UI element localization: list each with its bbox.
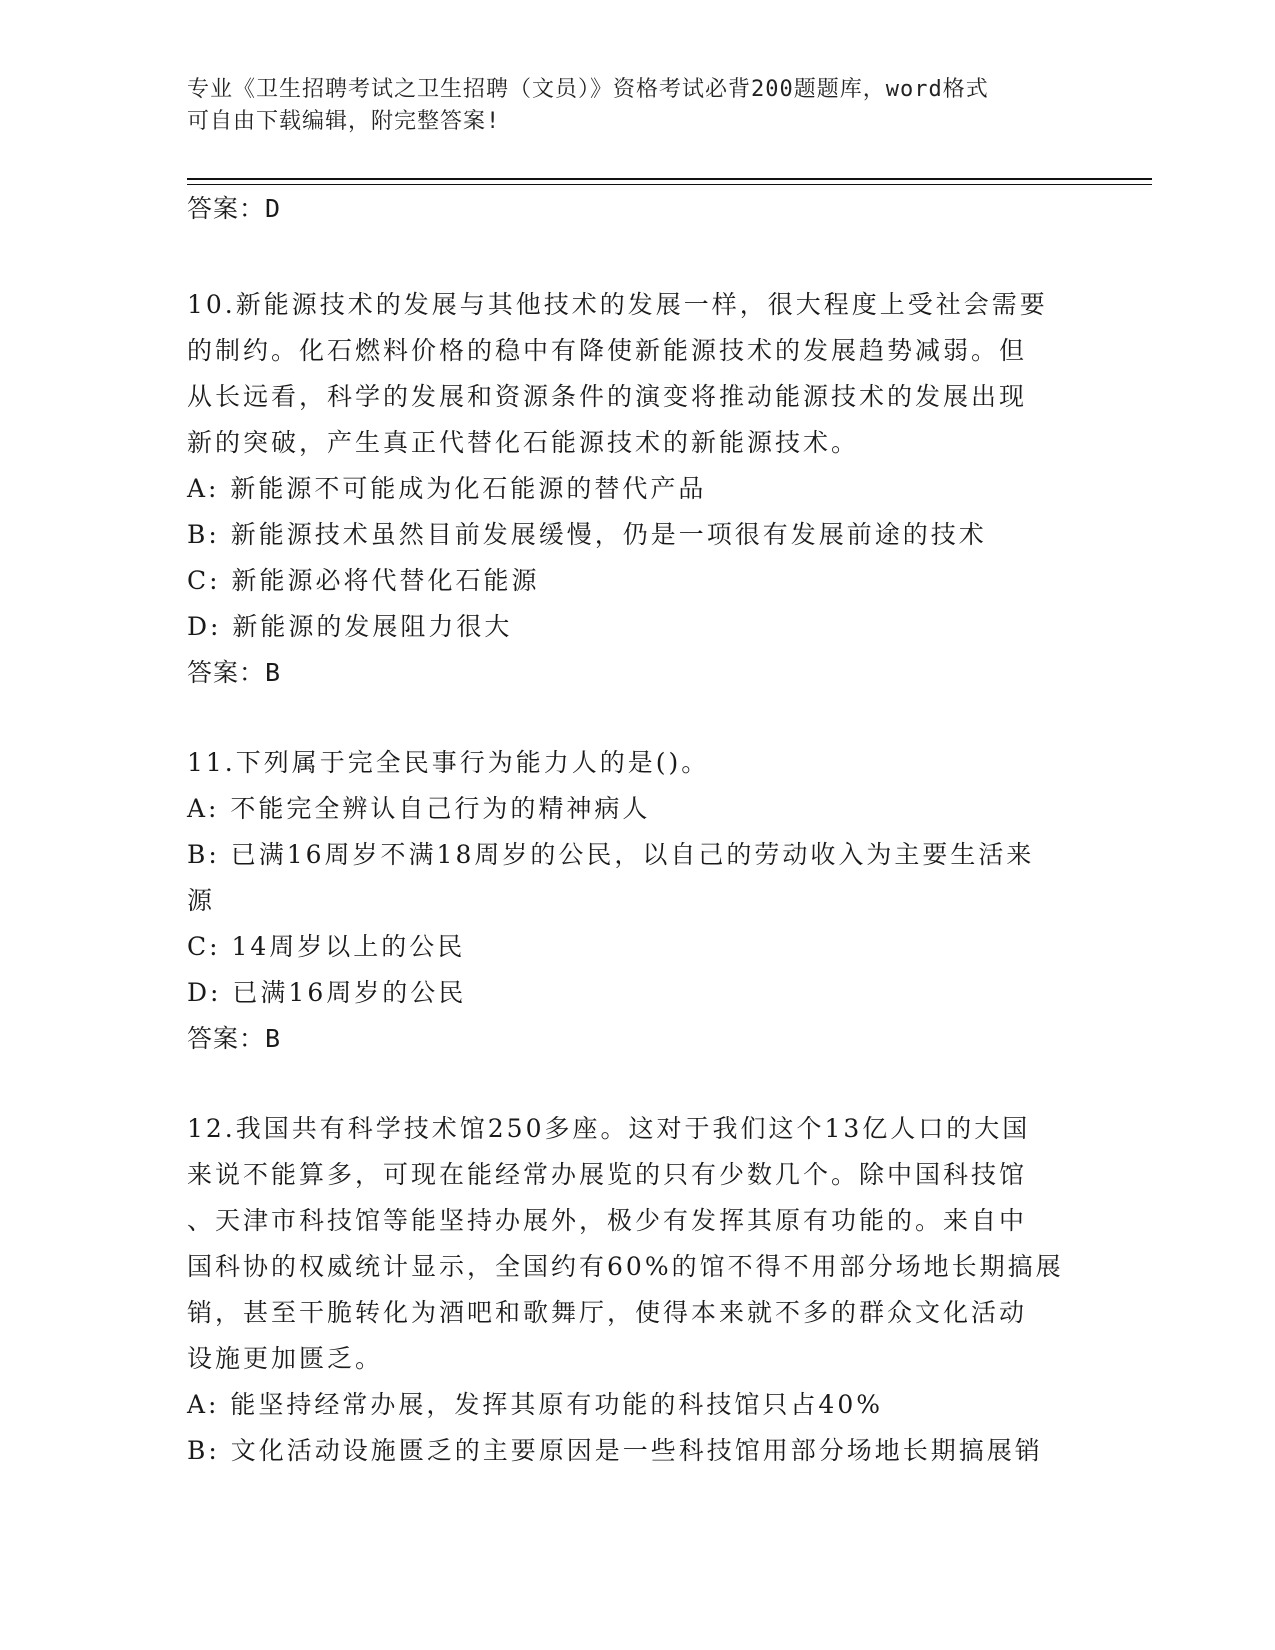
- question-10-stem-line: 新的突破，产生真正代替化石能源技术的新能源技术。: [187, 428, 860, 457]
- question-10-answer: 答案：B: [187, 658, 282, 687]
- spacer: [187, 1062, 1087, 1106]
- question-10-stem-line: 10.新能源技术的发展与其他技术的发展一样，很大程度上受社会需要: [187, 290, 1048, 319]
- question-12-stem-line: 、天津市科技馆等能坚持办展外，极少有发挥其原有功能的。来自中: [187, 1206, 1028, 1235]
- question-content: [187, 186, 1087, 1474]
- question-10-option-c: C: 新能源必将代替化石能源: [187, 566, 540, 595]
- question-11: [187, 740, 1087, 1062]
- question-11-option-b: B: 已满16周岁不满18周岁的公民，以自己的劳动收入为主要生活来: [187, 840, 1035, 869]
- question-12-stem-line: 国科协的权威统计显示，全国约有60%的馆不得不用部分场地长期搞展: [187, 1252, 1064, 1281]
- question-12-stem-line: 来说不能算多，可现在能经常办展览的只有少数几个。除中国科技馆: [187, 1160, 1028, 1189]
- question-12-stem-line: 设施更加匮乏。: [187, 1344, 384, 1373]
- question-12-stem-line: 销，甚至干脆转化为酒吧和歌舞厅，使得本来就不多的群众文化活动: [187, 1298, 1028, 1327]
- question-10-stem-line: 的制约。化石燃料价格的稳中有降使新能源技术的发展趋势减弱。但: [187, 336, 1028, 365]
- question-11-option-c: C: 14周岁以上的公民: [187, 932, 466, 961]
- question-10-stem-line: 从长远看，科学的发展和资源条件的演变将推动能源技术的发展出现: [187, 382, 1028, 411]
- question-11-option-d: D: 已满16周岁的公民: [187, 978, 467, 1007]
- header-rule-thin: [187, 184, 1152, 185]
- spacer: [187, 696, 1087, 740]
- question-12-stem-line: 12.我国共有科学技术馆250多座。这对于我们这个13亿人口的大国: [187, 1114, 1031, 1143]
- question-10-option-a: A: 新能源不可能成为化石能源的替代产品: [187, 474, 707, 503]
- question-12-option-a: A: 能坚持经常办展，发挥其原有功能的科技馆只占40%: [187, 1390, 883, 1419]
- question-10-option-b: B: 新能源技术虽然目前发展缓慢，仍是一项很有发展前途的技术: [187, 520, 987, 549]
- question-11-option-b-cont: 源: [187, 886, 216, 915]
- header-title-line-2: 可自由下载编辑，附完整答案!: [187, 109, 501, 134]
- question-12-option-b: B: 文化活动设施匮乏的主要原因是一些科技馆用部分场地长期搞展销: [187, 1436, 1043, 1465]
- header-rule-thick: [187, 178, 1152, 180]
- question-11-answer: 答案：B: [187, 1024, 282, 1053]
- spacer: [187, 232, 1087, 282]
- page-header: [187, 74, 1067, 138]
- question-11-stem-line: 11.下列属于完全民事行为能力人的是()。: [187, 748, 710, 777]
- previous-answer: 答案：D: [187, 194, 282, 223]
- header-title-line-1: 专业《卫生招聘考试之卫生招聘（文员）》资格考试必背200题题库，word格式: [187, 77, 989, 102]
- question-11-option-a: A: 不能完全辨认自己行为的精神病人: [187, 794, 651, 823]
- question-12: [187, 1106, 1087, 1474]
- question-10: [187, 282, 1087, 696]
- question-10-option-d: D: 新能源的发展阻力很大: [187, 612, 513, 641]
